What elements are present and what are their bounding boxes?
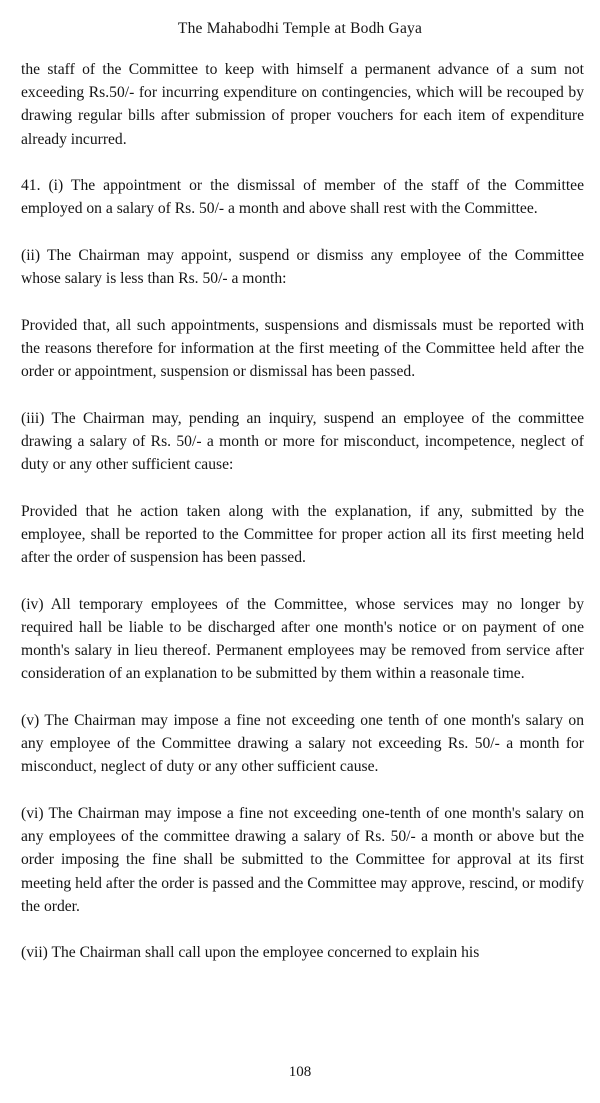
body-text xyxy=(21,58,584,965)
paragraph-41-i: 41. (i) The appointment or the dismissal of member of the staff of the Committee employed on a salary of Rs. 50/- a month and above shall rest with the Committee. xyxy=(21,177,584,218)
paragraph-ii: (ii) The Chairman may appoint, suspend or dismiss any employee of the Committee whose salary is less than Rs. 50/- a month: xyxy=(21,247,584,288)
paragraph-vii: (vii) The Chairman shall call upon the employee concerned to explain his xyxy=(21,944,480,962)
page-number: 108 xyxy=(288,1064,312,1080)
paragraph-proviso-ii: Provided that, all such appointments, suspensions and dismissals must be reported with the reasons therefore for information at the first meeting of the Committee held after the order or appointment, suspension or dismissal has been passed. xyxy=(21,316,584,381)
paragraph-continuation-contingencies: the staff of the Committee to keep with himself a permanent advance of a sum not exceeding Rs.50/- for incurring expenditure on contingencies, which will be recouped by drawing regular bills after submission of proper vouchers for each item of expenditure already incurred. xyxy=(21,61,584,148)
paragraph-proviso-iii: Provided that he action taken along with the explanation, if any, submitted by the employee, shall be reported to the Committee for proper action all its first meeting held after the order of suspension has been passed. xyxy=(21,502,584,567)
paragraph-iii: (iii) The Chairman may, pending an inquiry, suspend an employee of the committee drawing a salary of Rs. 50/- a month or more for misconduct, incompetence, neglect of duty or any other sufficient cause: xyxy=(21,409,584,474)
paragraph-iv: (iv) All temporary employees of the Committee, whose services may no longer by required hall be liable to be discharged after one month's notice or on payment of one month's salary in lieu thereof. Permanent employees may be removed from service after consideration of an explanation to be submitted by them within a reasonale time. xyxy=(21,595,584,683)
paragraph-vi: (vi) The Chairman may impose a fine not exceeding one-tenth of one month's salary on any employees of the committee drawing a salary of Rs. 50/- a month or above but the order imposing the fine shall be submitted to the Committee for approval at its first meeting held after the order is passed and the Committee may approve, rescind, or modify the order. xyxy=(21,805,584,915)
running-header: The Mahabodhi Temple at Bodh Gaya xyxy=(177,20,423,37)
paragraph-v: (v) The Chairman may impose a fine not exceeding one tenth of one month's salary on any employee of the Committee drawing a salary not exceeding Rs. 50/- a month for misconduct, neglect of duty or any other sufficient cause. xyxy=(21,712,584,776)
